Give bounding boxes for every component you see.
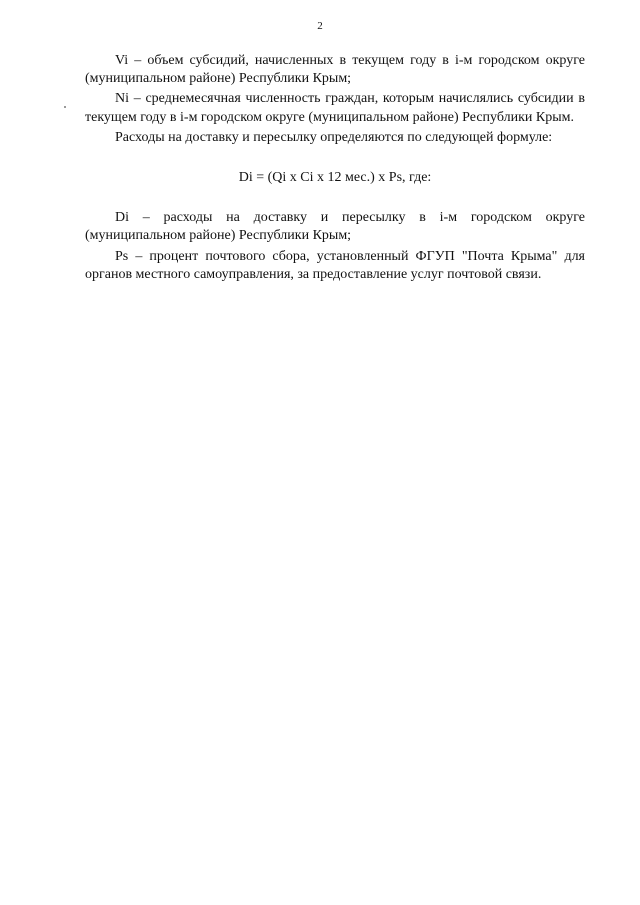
paragraph-ps-definition: Ps – процент почтового сбора, установленный ФГУП "Почта Крыма" для органов местного самоуправления, за предоставление услуг почтовой связи. — [85, 248, 585, 282]
page-number: 2 — [317, 20, 323, 32]
paragraph-ni-definition: Ni – среднемесячная численность граждан, которым начислялись субсидии в текущем году в i-м городском округе (муниципальном районе) Республики Крым. — [85, 91, 585, 125]
scan-speck — [64, 106, 66, 108]
paragraph-vi-definition: Vi – объем субсидий, начисленных в текущем году в i-м городском округе (муниципальном районе) Республики Крым; — [85, 53, 585, 87]
paragraph-formula-intro: Расходы на доставку и пересылку определяются по следующей формуле: — [115, 129, 553, 145]
formula: Di = (Qi x Ci x 12 мес.) x Ps, где: — [238, 170, 432, 186]
document-body — [85, 52, 585, 284]
paragraph-di-definition: Di – расходы на доставку и пересылку в i-м городском округе (муниципальном районе) Республики Крым; — [85, 210, 585, 244]
